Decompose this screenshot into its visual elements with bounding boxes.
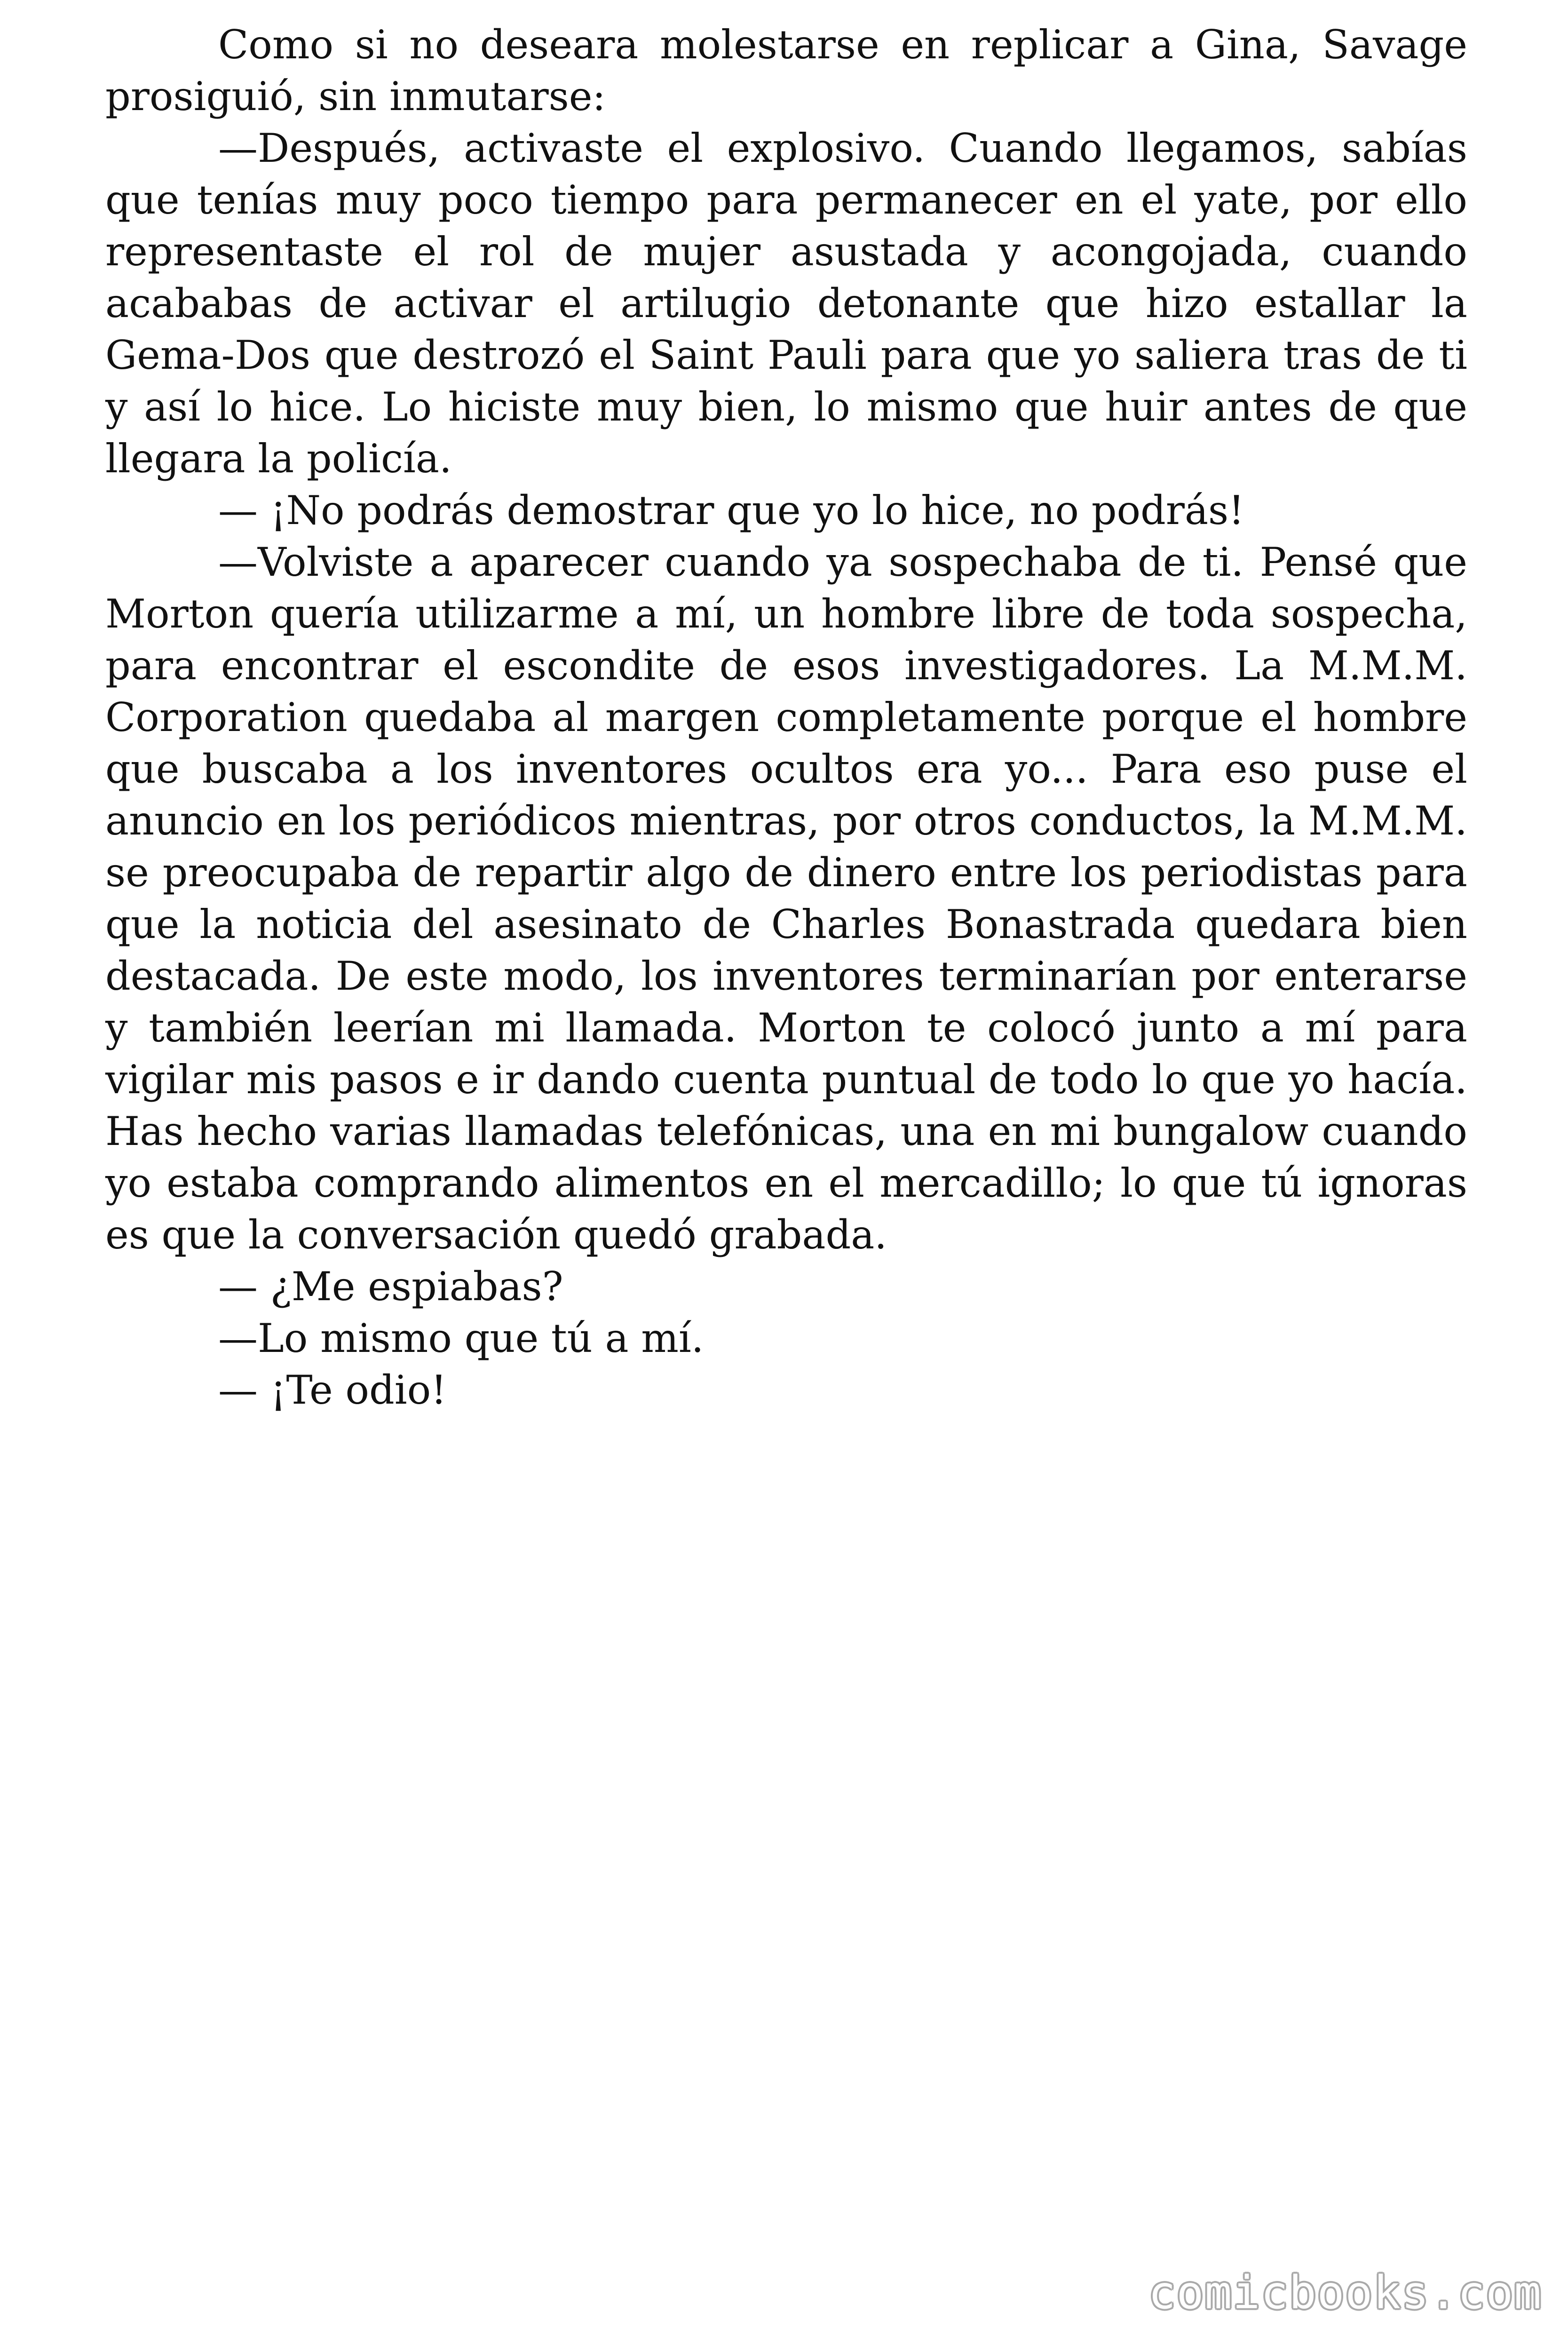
paragraph-3: — ¡No podrás demostrar que yo lo hice, no podrás!	[218, 487, 1244, 533]
paragraph-4: —Volviste a aparecer cuando ya sospechaba de ti. Pensé que Morton quería utilizarme a mí, un hombre libre de toda sospecha, para encontrar el escondite de esos investigadores. La M.M.M. Corporation quedaba al margen completamente porque el hombre que buscaba a los inventores ocultos era yo... Para eso puse el anuncio en los periódicos mientras, por otros conductos, la M.M.M. se preocupaba de repartir algo de dinero entre los periodistas para que la noticia del asesinato de Charles Bonastrada quedara bien destacada. De este modo, los inventores terminarían por enterarse y también leerían mi llamada. Morton te colocó junto a mí para vigilar mis pasos e ir dando cuenta puntual de todo lo que yo hacía. Has hecho varias llamadas telefónicas, una en mi bungalow cuando yo estaba comprando alimentos en el mercadillo; lo que tú ignoras es que la conversación quedó grabada.	[105, 539, 1467, 1258]
paragraph-6: —Lo mismo que tú a mí.	[218, 1315, 704, 1361]
watermark: comicbooks.com	[1148, 2266, 1542, 2319]
paragraph-2: —Después, activaste el explosivo. Cuando llegamos, sabías que tenías muy poco tiempo para permanecer en el yate, por ello representaste el rol de mujer asustada y acongojada, cuando acababas de activar el artilugio detonante que hizo estallar la Gema-Dos que destrozó el Saint Pauli para que yo saliera tras de ti y así lo hice. Lo hiciste muy bien, lo mismo que huir antes de que llegara la policía.	[105, 125, 1467, 482]
paragraph-1: Como si no deseara molestarse en replicar a Gina, Savage prosiguió, sin inmutarse:	[105, 22, 1467, 119]
page-text	[105, 19, 1467, 1416]
paragraph-5: — ¿Me espiabas?	[218, 1263, 563, 1310]
paragraph-7: — ¡Te odio!	[218, 1367, 447, 1413]
